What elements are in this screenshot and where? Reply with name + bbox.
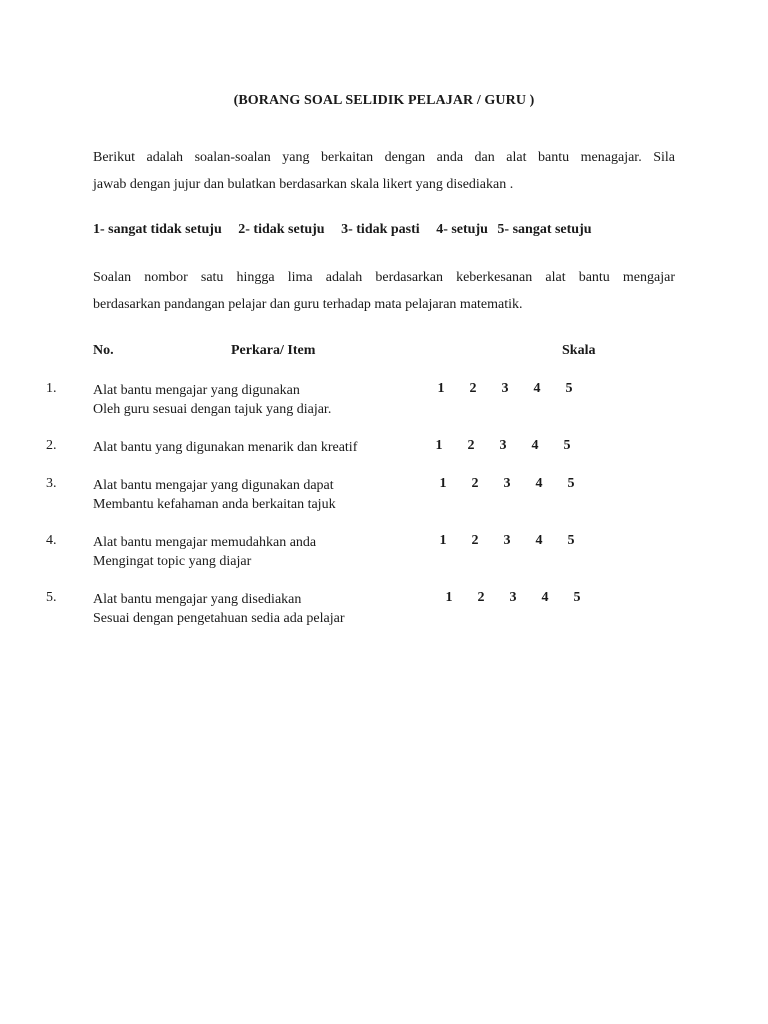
scale-options <box>425 381 585 397</box>
item-text <box>93 533 316 571</box>
scale-option-4[interactable]: 4 <box>535 476 543 491</box>
scale-option-1[interactable]: 1 <box>445 590 453 605</box>
scale-legend-1: 1- sangat tidak setuju <box>93 222 222 237</box>
scale-option-1[interactable]: 1 <box>439 533 447 548</box>
scale-option-4[interactable]: 4 <box>541 590 549 605</box>
intro-line-1: Berikut adalah soalan-soalan yang berkaitan dengan anda dan alat bantu menagajar. Sila <box>93 150 675 165</box>
item-text-line-2: Oleh guru sesuai dengan tajuk yang diajar. <box>93 402 332 417</box>
scale-legend-4: 4- setuju <box>436 222 488 237</box>
scale-options <box>433 590 593 606</box>
scale-option-4[interactable]: 4 <box>531 438 539 453</box>
scale-option-3[interactable]: 3 <box>503 476 511 491</box>
item-text <box>93 438 357 457</box>
scale-option-5[interactable]: 5 <box>567 476 575 491</box>
scale-option-5[interactable]: 5 <box>573 590 581 605</box>
item-text <box>93 381 331 419</box>
item-text-line-1: Alat bantu mengajar yang digunakan <box>93 383 300 398</box>
item-text-line-1: Alat bantu mengajar yang digunakan dapat <box>93 478 334 493</box>
note-line-2: berdasarkan pandangan pelajar dan guru terhadap mata pelajaran matematik. <box>93 297 523 312</box>
item-text <box>93 476 336 514</box>
item-text-line-2: Sesuai dengan pengetahuan sedia ada pelajar <box>93 611 345 626</box>
scale-option-3[interactable]: 3 <box>501 381 509 396</box>
item-number: 4. <box>46 533 57 548</box>
item-number: 2. <box>46 438 57 453</box>
scale-option-4[interactable]: 4 <box>535 533 543 548</box>
item-text-line-1: Alat bantu mengajar yang disediakan <box>93 592 302 607</box>
scale-option-2[interactable]: 2 <box>471 533 479 548</box>
scale-options <box>423 438 583 454</box>
scale-option-4[interactable]: 4 <box>533 381 541 396</box>
scale-option-2[interactable]: 2 <box>467 438 475 453</box>
header-no: No. <box>93 343 114 358</box>
intro-paragraph <box>93 144 675 198</box>
item-text-line-2: Mengingat topic yang diajar <box>93 554 252 569</box>
item-text-line-1: Alat bantu mengajar memudahkan anda <box>93 535 317 550</box>
item-text-line-2: Membantu kefahaman anda berkaitan tajuk <box>93 497 336 512</box>
scale-option-5[interactable]: 5 <box>565 381 573 396</box>
item-text <box>93 590 345 628</box>
scale-option-3[interactable]: 3 <box>503 533 511 548</box>
scale-options <box>427 533 587 549</box>
item-number: 3. <box>46 476 57 491</box>
scale-option-1[interactable]: 1 <box>439 476 447 491</box>
scale-option-3[interactable]: 3 <box>499 438 507 453</box>
scale-legend-2: 2- tidak setuju <box>238 222 325 237</box>
likert-scale-legend <box>93 222 605 238</box>
page-title: (BORANG SOAL SELIDIK PELAJAR / GURU ) <box>233 93 535 108</box>
scale-option-1[interactable]: 1 <box>437 381 445 396</box>
item-text-line-1: Alat bantu yang digunakan menarik dan kreatif <box>93 440 358 455</box>
header-scale: Skala <box>562 343 596 358</box>
scale-option-3[interactable]: 3 <box>509 590 517 605</box>
item-number: 5. <box>46 590 57 605</box>
scale-options <box>427 476 587 492</box>
scale-option-5[interactable]: 5 <box>563 438 571 453</box>
intro-line-2: jawab dengan jujur dan bulatkan berdasarkan skala likert yang disediakan . <box>93 177 514 192</box>
header-item: Perkara/ Item <box>231 343 316 358</box>
item-number: 1. <box>46 381 57 396</box>
scale-option-2[interactable]: 2 <box>477 590 485 605</box>
scale-option-5[interactable]: 5 <box>567 533 575 548</box>
scale-option-1[interactable]: 1 <box>435 438 443 453</box>
scale-option-2[interactable]: 2 <box>471 476 479 491</box>
scale-legend-3: 3- tidak pasti <box>341 222 420 237</box>
note-line-1: Soalan nombor satu hingga lima adalah berdasarkan keberkesanan alat bantu mengajar <box>93 270 675 285</box>
note-paragraph <box>93 264 675 318</box>
scale-legend-5: 5- sangat setuju <box>497 222 592 237</box>
scale-option-2[interactable]: 2 <box>469 381 477 396</box>
